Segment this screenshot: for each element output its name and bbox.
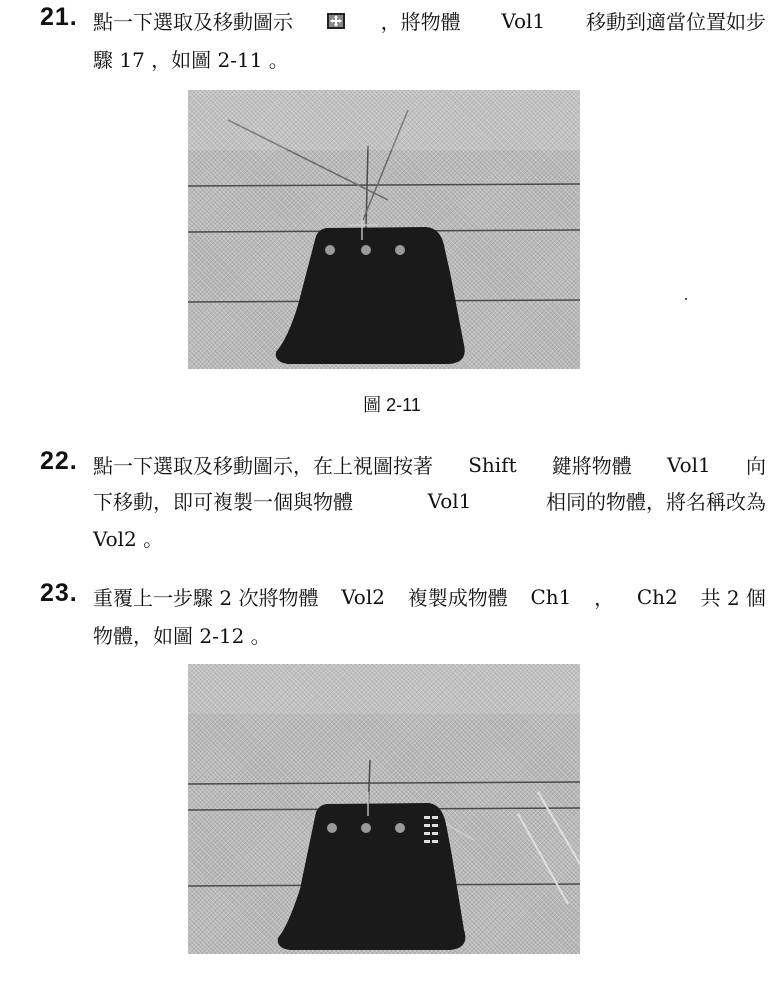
step-line: 驟 17 ，如圖 2-11 。 [93,48,289,72]
figure-2-12 [188,664,580,954]
step-line: 點一下選取及移動圖示，在上視圖按著 Shift 鍵將物體 Vol1 向 [93,452,766,478]
figure-2-11 [188,90,580,369]
margin-mark [685,298,687,300]
step-line: 點一下選取及移動圖示 ，將物體 Vol1 移動到適當位置如步 [93,8,766,34]
step-line: 重覆上一步驟 2 次將物體 Vol2 複製成物體 Ch1 ， Ch2 共 2 個 [93,584,766,610]
step-line: 下移動，即可複製一個與物體 Vol1 相同的物體，將名稱改為 [93,488,766,514]
figure-caption: 圖 2-11 [363,395,421,415]
step-number: 21. [40,3,78,31]
viewport-render [188,664,580,954]
highlight-area [188,90,580,150]
step-number: 22. [40,447,78,475]
select-and-move-icon [324,9,348,33]
step-number: 23. [40,579,78,607]
step-line: 物體，如圖 2-12 。 [93,624,271,648]
viewport-render [188,90,580,369]
step-line: Vol2 。 [93,527,164,551]
highlight-area [188,664,580,714]
